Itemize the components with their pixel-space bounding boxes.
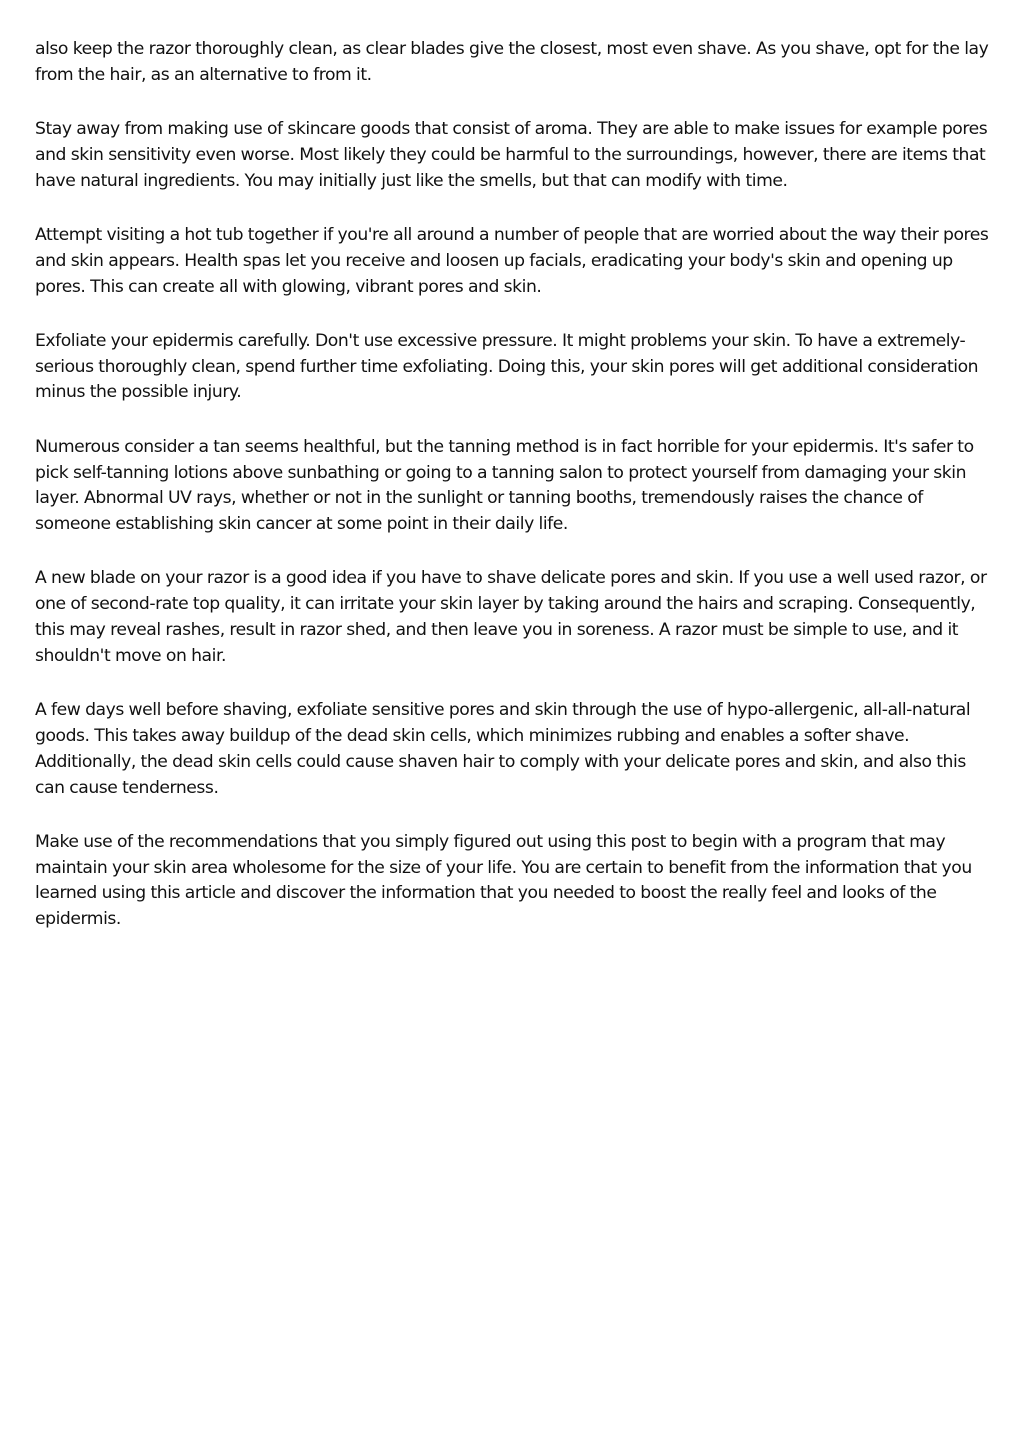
paragraph: Attempt visiting a hot tub together if you're all around a number of people that are worried about the way their pores and skin appears. Health spas let you receive and loosen up facials, eradicating your body's skin and opening up pores. This can create all with glowing, vibrant pores and skin. <box>35 224 989 297</box>
paragraph: A new blade on your razor is a good idea if you have to shave delicate pores and skin. If you use a well used razor, or one of second-rate top quality, it can irritate your skin layer by taking around the hairs and scraping. Consequently, this may reveal rashes, result in razor shed, and then leave you in soreness. A razor must be simple to use, and it shouldn't move on hair. <box>35 568 987 666</box>
paragraph: Numerous consider a tan seems healthful, but the tanning method is in fact horrible for your epidermis. It's safer to pick self-tanning lotions above sunbathing or going to a tanning salon to protect yourself from damaging your skin layer. Abnormal UV rays, whether or not in the sunlight or tanning booths, tremendously raises the chance of someone establishing skin cancer at some point in their daily life. <box>35 436 974 535</box>
paragraph: Exfoliate your epidermis carefully. Don't use excessive pressure. It might problems your skin. To have a extremely-serious thoroughly clean, spend further time exfoliating. Doing this, your skin pores will get additional consideration minus the possible injury. <box>35 330 979 403</box>
paragraph: Make use of the recommendations that you simply figured out using this post to begin with a program that may maintain your skin area wholesome for the size of your life. You are certain to benefit from the information that you learned using this article and discover the information that you needed to boost the really feel and looks of the epidermis. <box>35 831 972 930</box>
paragraph: Stay away from making use of skincare goods that consist of aroma. They are able to make issues for example pores and skin sensitivity even worse. Most likely they could be harmful to the surroundings, however, there are items that have natural ingredients. You may initially just like the smells, but that can modify with time. <box>35 119 988 191</box>
document-body <box>35 37 997 962</box>
paragraph: also keep the razor thoroughly clean, as clear blades give the closest, most even shave. As you shave, opt for the lay from the hair, as an alternative to from it. <box>35 39 989 85</box>
paragraph: A few days well before shaving, exfoliate sensitive pores and skin through the use of hypo-allergenic, all-all-natural goods. This takes away buildup of the dead skin cells, which minimizes rubbing and enables a softer shave. Additionally, the dead skin cells could cause shaven hair to comply with your delicate pores and skin, and also this can cause tenderness. <box>35 700 971 798</box>
